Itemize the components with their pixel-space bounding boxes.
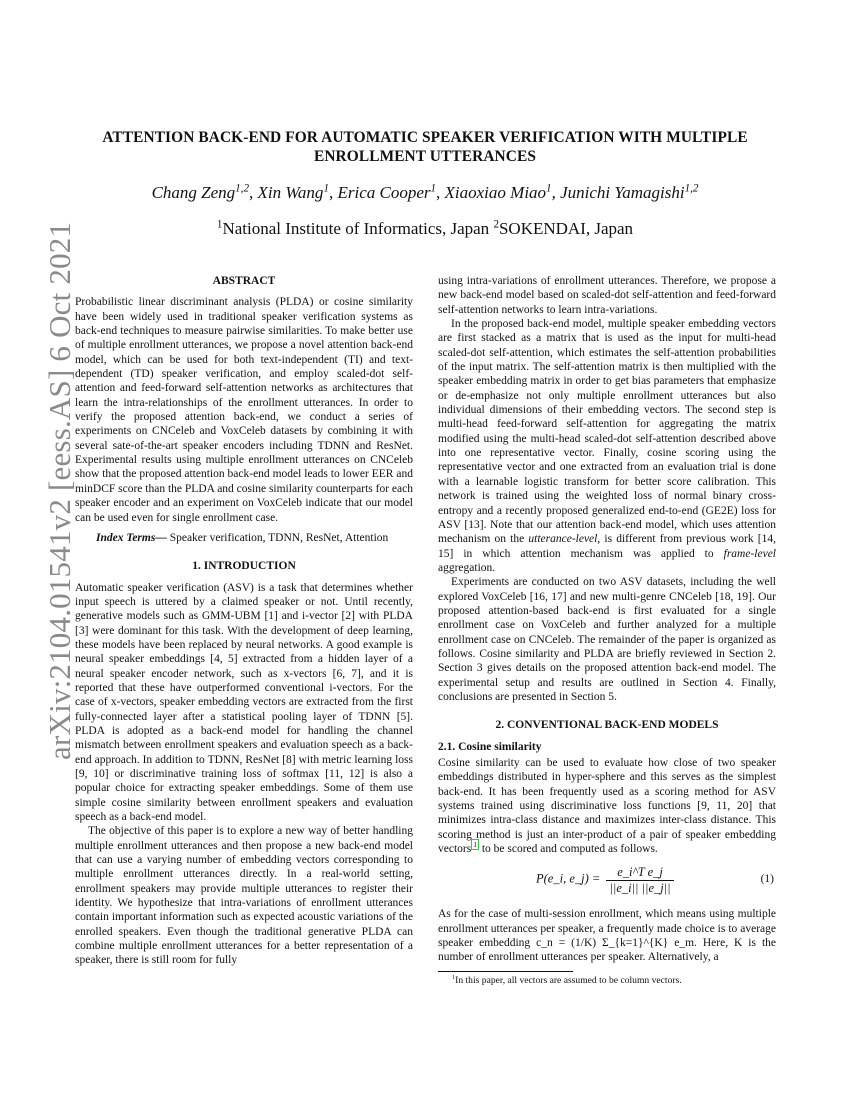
author-name: Xin Wang — [257, 183, 324, 202]
arxiv-watermark — [22, 221, 77, 760]
paper-title — [60, 128, 790, 166]
equation-lhs: P(e_i, e_j) = — [536, 872, 601, 887]
equation-1 — [438, 861, 776, 899]
right-paragraph-2-mid: , is different from previous work [14, 15] in which attention mechanism was applied to — [438, 533, 776, 560]
author-affil-mark: 1 — [546, 182, 552, 195]
arxiv-id: arXiv:2104.01541v2 [eess.AS] 6 Oct 2021 — [42, 221, 77, 760]
right-paragraph-2-text: In the proposed back-end model, multiple speaker embedding vectors are first stacked as a matrix that is used as the input for multi-head scaled-dot self-attention, which estimates the self-attention probabilities of the input matrix. The self-attention matrix is then multiplied with the speaker embedding matrix in order to get bias parameters that emphasize or de-emphasize not only multiple enrollment utterances but also individual dimensions of their embedding vectors. The second step is multi-head feed-forward self-attention for aggregating the matrix modified using the multi-head scaled-dot self-attention described above into one representative vector. Finally, cosine scoring using the representative vector and one extracted from an evaluation trial is done with a learnable logistic transform for better score calibration. This network is trained using the weighted loss of normal binary cross-entropy and a recently proposed generalized end-to-end (GE2E) loss for ASV [13]. Note that our attention back-end model, which uses attention mechanism on the — [438, 318, 776, 546]
footnote-mark: 1 — [452, 973, 456, 981]
intro-paragraph-1: Automatic speaker verification (ASV) is a task that determines whether input speech is uttered by a claimed speaker or not. Until recently, generative models such as GMM-UBM [1] and i-vector [2] with PLDA [3] were dominant for this task. With the development of deep learning, these models have been replaced by neural networks. A good example is neural speaker embeddings [4, 5] extracted from a hidden layer of a neural speaker encoder network, such as x-vectors [6, 7], and it is reported that these have outperformed conventional i-vectors. For the case of x-vectors, speaker embedding vectors are extracted from the first fully-connected layer after a statistical pooling layer of TDNN [5]. PLDA is adopted as a back-end model for handling the channel mismatch between enrollment speakers and evaluation speech as a back-end approach. In addition to TDNN, ResNet [8] with metric learning loss [9, 10] or discriminative training loss of softmax [11, 12] is also a popular choice for extracting speaker embeddings. Some of them use simple cosine similarity between enrollment speakers and evaluation speech as a back-end model. — [75, 581, 413, 824]
affiliation: SOKENDAI, Japan — [498, 219, 634, 238]
footnote — [438, 975, 776, 987]
author-affil-mark: 1,2 — [235, 182, 249, 195]
equation-numerator: e_i^T e_j — [606, 865, 673, 880]
affiliation: National Institute of Informatics, Japan — [222, 219, 490, 238]
author-list: Chang Zeng$^{1,2}$, Xin Wang$^1$, Erica Cooper$^1$, Xiaoxiao Miao$^1$, Junichi Yamagishi$^{1,2}$ — [151, 182, 699, 202]
abstract-heading: ABSTRACT — [212, 275, 276, 287]
subsection-2-1-heading: 2.1. Cosine similarity — [438, 740, 542, 753]
affil-mark: 2 — [493, 218, 499, 231]
equation-fraction — [606, 865, 673, 895]
author-name: Xiaoxiao Miao — [444, 183, 547, 202]
section-1-heading: 1. INTRODUCTION — [192, 560, 296, 573]
right-column — [438, 274, 776, 987]
emphasis-frame-level: frame-level — [723, 547, 777, 560]
footnote-text: In this paper, all vectors are assumed to be column vectors. — [455, 974, 682, 986]
author-affil-mark: 1,2 — [684, 182, 699, 195]
index-terms-label: Index Terms— — [96, 531, 167, 544]
right-paragraph-3: Experiments are conducted on two ASV datasets, including the well explored VoxCeleb [16, 17] and new multi-genre CNCeleb [18, 19]. Our proposed attention-based back-end is first evaluated for a single enrollment case on VoxCeleb and further analyzed for a multiple enrollment case on CNCeleb. The remainder of the paper is organized as follows. Cosine similarity and PLDA are briefly reviewed in Section 2. Section 3 gives details on the proposed attention back-end model. The experimental setup and results are outlined in Section 4. Finally, conclusions are presented in Section 5. — [438, 576, 776, 703]
right-paragraph-2-end: aggregation. — [438, 561, 496, 574]
index-terms-text: Speaker verification, TDNN, ResNet, Attention — [169, 531, 389, 544]
left-column — [75, 274, 413, 968]
cosine-paragraph-1-end: to be scored and computed as follows. — [478, 843, 658, 856]
title-line-2: ENROLLMENT UTTERANCES — [313, 148, 537, 165]
affil-mark: 1 — [216, 218, 223, 231]
title-line-1: ATTENTION BACK-END FOR AUTOMATIC SPEAKER VERIFICATION WITH MULTIPLE — [102, 129, 748, 146]
cosine-paragraph-1 — [438, 756, 776, 856]
intro-paragraph-2: The objective of this paper is to explore a new way of better handling multiple enrollment utterances and then propose a new back-end model that can use a varying number of embedding vectors corresponding to multiple enrollment utterances directly. In a real-world setting, enrollment speakers may provide multiple utterances to register their identity. We hypothesize that intra-variations of enrollment utterances contain important information such as expected acoustic variations of the enrolled speakers. Even though the traditional generative PLDA can combine multiple enrollment utterances for a better representation of a speaker, there is still room for fully — [75, 825, 413, 967]
right-paragraph-1: using intra-variations of enrollment utterances. Therefore, we propose a new back-end model based on scaled-dot self-attention and feed-forward self-attention networks to learn intra-variations. — [438, 275, 776, 316]
abstract-text: Probabilistic linear discriminant analysis (PLDA) or cosine similarity have been widely used in traditional speaker verification systems as back-end techniques to measure pairwise similarities. To make better use of multiple enrollment utterances, we propose a novel attention back-end model, which can be used for both text-independent (TI) and text-dependent (TD) speaker verification, and employ scaled-dot self-attention and feed-forward self-attention networks as architectures that learn the intra-relationships of the enrollment utterances. In order to verify the proposed attention back-end, we conduct a series of experiments on CNCeleb and VoxCeleb datasets by combining it with several sate-of-the-art speaker encoders including TDNN and ResNet. Experimental results using multiple enrollment utterances on CNCeleb show that the proposed attention back-end model leads to lower EER and minDCF score than the PLDA and cosine similarity counterparts for each speaker encoder and an experiment on VoxCeleb indicate that our model can be used even for single enrollment case. — [75, 296, 413, 524]
equation-number: (1) — [760, 873, 774, 886]
affiliations — [60, 219, 790, 239]
author-name: Junichi Yamagishi — [560, 183, 685, 202]
section-2-heading: 2. CONVENTIONAL BACK-END MODELS — [495, 719, 719, 732]
emphasis-utterance-level: utterance-level — [528, 533, 598, 546]
author-affil-mark: 1 — [323, 182, 329, 195]
footnote-ref[interactable]: 1 — [473, 840, 477, 850]
equation-body — [536, 865, 674, 895]
cosine-paragraph-1-text: Cosine similarity can be used to evaluate how close of two speaker embeddings distributed in hyper-sphere and this serves as the simplest back-end. It has been frequently used as a scoring method for ASV systems trained using discriminative loss functions [9, 11, 20] that minimizes intra-class distance and maximizes inter-class distance. This scoring method is just an inter-product of a pair of speaker embedding vectors — [438, 757, 776, 856]
equation-denominator: ||e_i|| ||e_j|| — [609, 880, 671, 895]
footnote-rule — [438, 971, 573, 972]
right-paragraph-2 — [438, 317, 776, 575]
cosine-paragraph-2: As for the case of multi-session enrollment, which means using multiple enrollment utterances per speaker, a frequently made choice is to average speaker embedding c_n = (1/K) Σ_{k=1}^{K} e_m. Here, K is the number of enrollment utterances per speaker. Alternatively, a — [438, 908, 776, 964]
author-name: Erica Cooper — [337, 183, 431, 202]
author-name: Chang Zeng — [151, 183, 236, 202]
index-terms — [75, 531, 413, 545]
author-affil-mark: 1 — [430, 182, 437, 195]
